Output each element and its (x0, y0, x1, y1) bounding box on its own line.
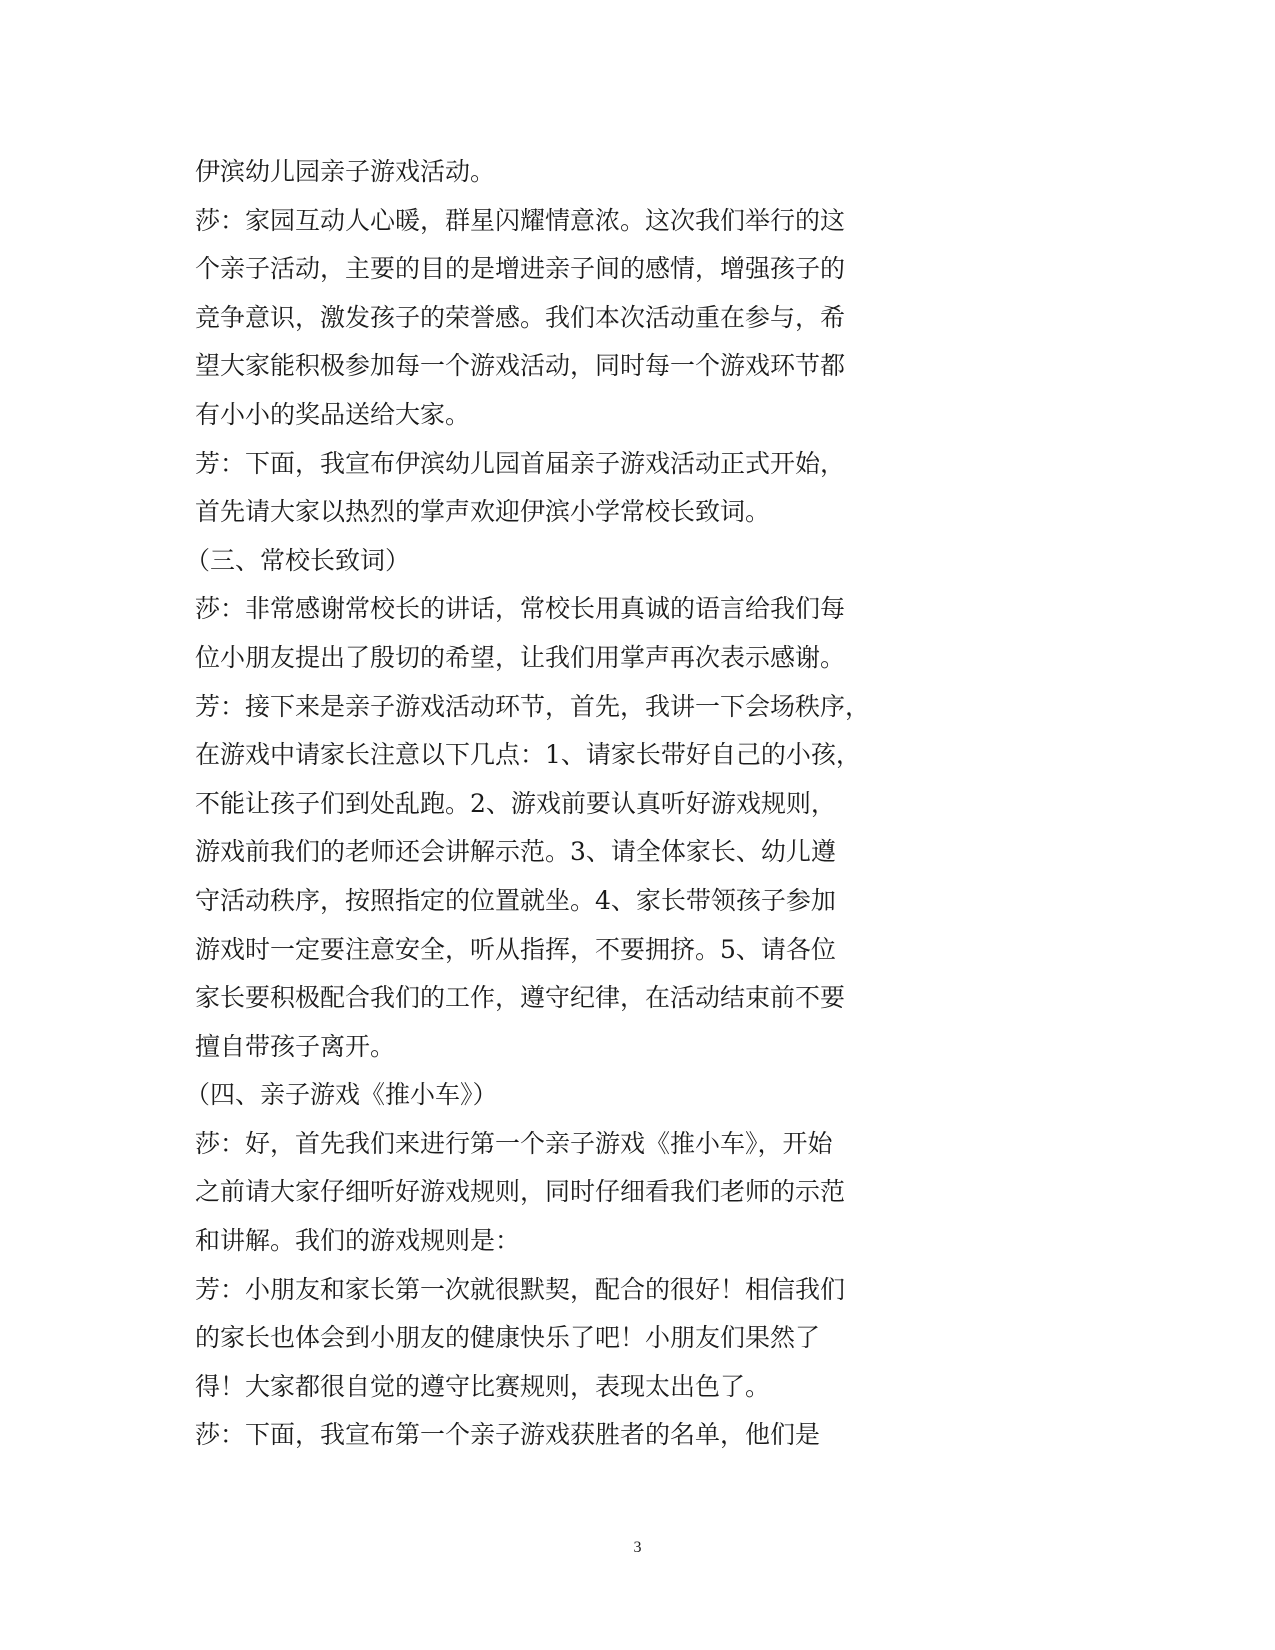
text-line: 望大家能积极参加每一个游戏活动，同时每一个游戏环节都 (195, 351, 846, 381)
text-line: 莎：非常感谢常校长的讲话，常校长用真诚的语言给我们每 (195, 594, 846, 624)
text-line: 首先请大家以热烈的掌声欢迎伊滨小学常校长致词。 (195, 497, 771, 527)
text-line: 得！大家都很自觉的遵守比赛规则，表现太出色了。 (195, 1371, 771, 1401)
text-line: 位小朋友提出了殷切的希望，让我们用掌声再次表示感谢。 (195, 642, 846, 672)
text-line: 莎：下面，我宣布第一个亲子游戏获胜者的名单，他们是 (195, 1420, 821, 1450)
text-line: 有小小的奖品送给大家。 (195, 399, 471, 429)
text-line: 莎：家园互动人心暖，群星闪耀情意浓。这次我们举行的这 (195, 205, 846, 235)
text-line: 莎：好，首先我们来进行第一个亲子游戏《推小车》，开始 (195, 1128, 833, 1158)
page-number: 3 (633, 1539, 642, 1556)
text-line: 之前请大家仔细听好游戏规则，同时仔细看我们老师的示范 (195, 1177, 846, 1207)
text-line: 芳：小朋友和家长第一次就很默契，配合的很好！相信我们 (195, 1274, 846, 1304)
text-line: 芳：下面，我宣布伊滨幼儿园首届亲子游戏活动正式开始， (195, 448, 846, 478)
text-line: 和讲解。我们的游戏规则是： (195, 1226, 521, 1256)
text-line: 家长要积极配合我们的工作，遵守纪律，在活动结束前不要 (195, 983, 846, 1013)
text-line: 不能让孩子们到处乱跑。2、游戏前要认真听好游戏规则， (195, 788, 836, 818)
document-body (0, 148, 1275, 1460)
section-heading: （三、常校长致词） (185, 545, 411, 575)
text-line: 个亲子活动，主要的目的是增进亲子间的感情，增强孩子的 (195, 254, 846, 284)
text-line: 的家长也体会到小朋友的健康快乐了吧！小朋友们果然了 (195, 1323, 821, 1353)
text-line: 游戏时一定要注意安全，听从指挥，不要拥挤。5、请各位 (195, 934, 836, 964)
section-heading: （四、亲子游戏《推小车》） (185, 1080, 498, 1110)
text-line: 游戏前我们的老师还会讲解示范。3、请全体家长、幼儿遵 (195, 837, 836, 867)
text-line: 守活动秩序，按照指定的位置就坐。4、家长带领孩子参加 (195, 885, 836, 915)
text-line: 擅自带孩子离开。 (195, 1031, 396, 1061)
text-line: 在游戏中请家长注意以下几点：1、请家长带好自己的小孩， (195, 740, 861, 770)
text-line: 竞争意识，激发孩子的荣誉感。我们本次活动重在参与，希 (195, 302, 846, 332)
text-line: 伊滨幼儿园亲子游戏活动。 (195, 157, 496, 186)
text-line: 芳：接下来是亲子游戏活动环节，首先，我讲一下会场秩序， (195, 691, 871, 721)
